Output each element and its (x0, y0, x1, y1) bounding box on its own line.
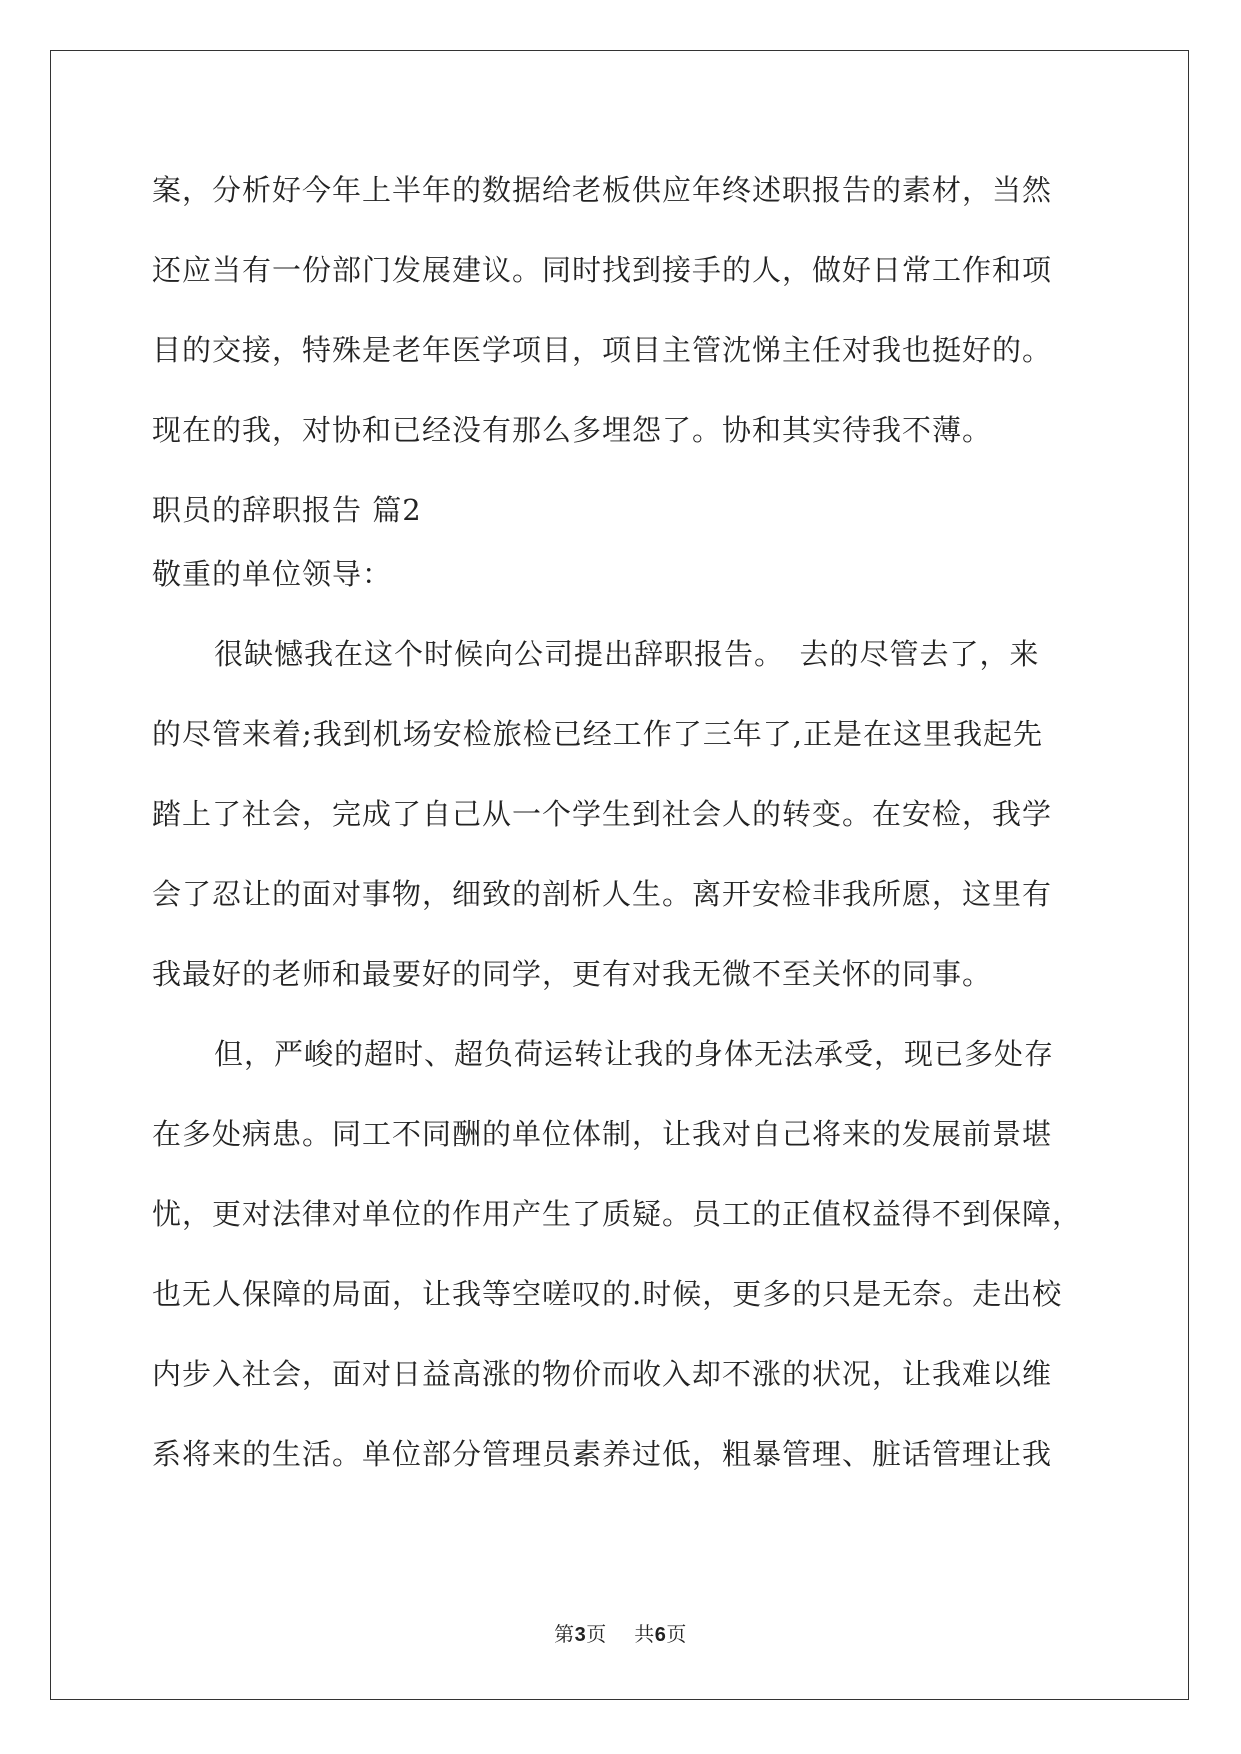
paragraph-line: 在多处病患。同工不同酬的单位体制，让我对自己将来的发展前景堪 (152, 1117, 1053, 1151)
paragraph-line: 也无人保障的局面，让我等空嗟叹的.时候，更多的只是无奈。走出校 (152, 1277, 1063, 1311)
paragraph-line: 会了忍让的面对事物，细致的剖析人生。离开安检非我所愿，这里有 (152, 877, 1053, 911)
paragraph-line: 系将来的生活。单位部分管理员素养过低，粗暴管理、脏话管理让我 (152, 1437, 1053, 1471)
section-heading: 职员的辞职报告 篇2 (152, 493, 422, 527)
paragraph-line: 还应当有一份部门发展建议。同时找到接手的人，做好日常工作和项 (152, 253, 1053, 287)
paragraph-line: 我最好的老师和最要好的同学，更有对我无微不至关怀的同事。 (152, 957, 993, 991)
total-prefix: 共 (634, 1622, 655, 1646)
paragraph-line: 案，分析好今年上半年的数据给老板供应年终述职报告的素材，当然 (152, 173, 1053, 207)
document-body (152, 160, 1092, 1504)
paragraph-line: 踏上了社会，完成了自己从一个学生到社会人的转变。在安检，我学 (152, 797, 1053, 831)
paragraph-line: 内步入社会，面对日益高涨的物价而收入却不涨的状况，让我难以维 (152, 1357, 1053, 1391)
page-suffix: 页 (586, 1622, 607, 1646)
page-prefix: 第 (554, 1622, 575, 1646)
page-current: 3 (574, 1624, 587, 1646)
paragraph-line: 目的交接，特殊是老年医学项目，项目主管沈悌主任对我也挺好的。 (152, 333, 1053, 367)
page-footer (0, 1618, 1241, 1647)
paragraph-line: 很缺憾我在这个时候向公司提出辞职报告。 去的尽管去了，来 (214, 637, 1040, 671)
page-total: 6 (654, 1624, 667, 1646)
paragraph-line: 但，严峻的超时、超负荷运转让我的身体无法承受，现已多处存 (214, 1037, 1055, 1071)
salutation: 敬重的单位领导： (152, 557, 393, 591)
total-suffix: 页 (666, 1622, 687, 1646)
paragraph-line: 现在的我，对协和已经没有那么多埋怨了。协和其实待我不薄。 (152, 413, 993, 447)
paragraph-line: 的尽管来着;我到机场安检旅检已经工作了三年了,正是在这里我起先 (152, 717, 1043, 751)
paragraph-line: 忧，更对法律对单位的作用产生了质疑。员工的正值权益得不到保障， (152, 1197, 1083, 1231)
